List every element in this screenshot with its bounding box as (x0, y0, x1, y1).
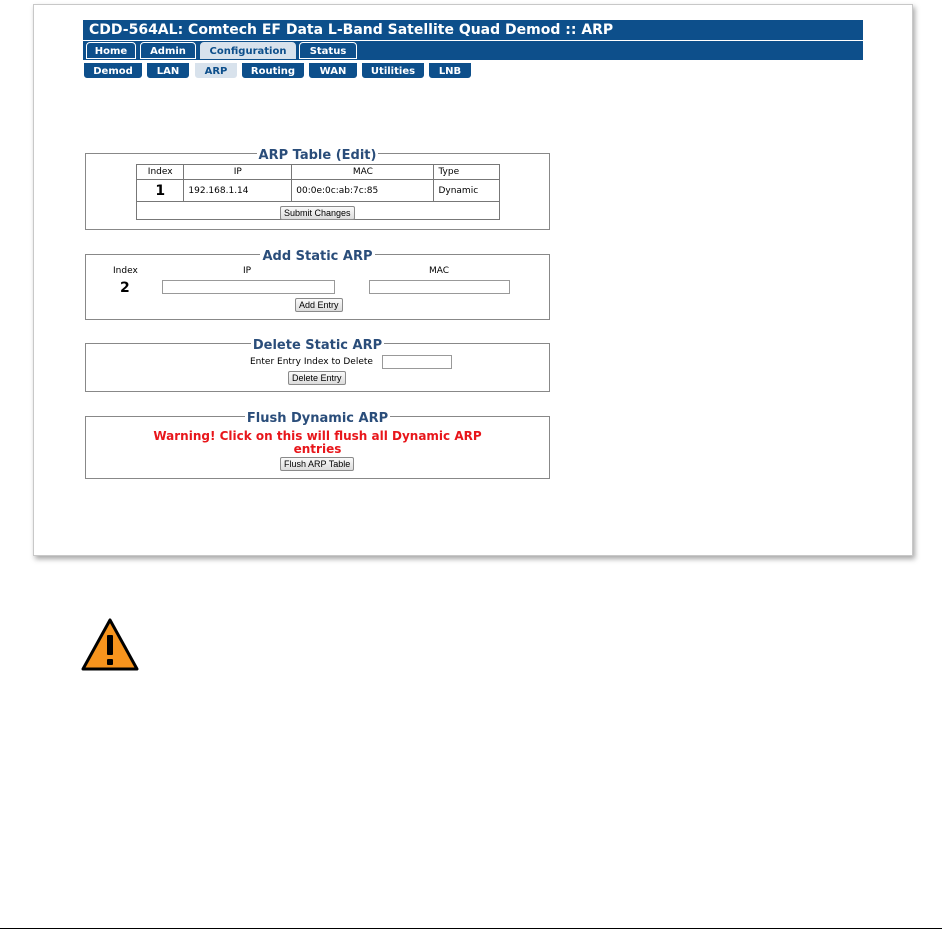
add-entry-button[interactable]: Add Entry (295, 298, 343, 312)
flush-dynamic-arp-legend: Flush Dynamic ARP (246, 411, 389, 426)
submit-changes-button[interactable]: Submit Changes (280, 206, 355, 220)
arp-table-legend: ARP Table (Edit) (258, 148, 377, 163)
tab-status[interactable]: Status (299, 42, 357, 59)
row-mac: 00:0e:0c:ab:7c:85 (292, 180, 434, 202)
col-ip-header: IP (184, 165, 292, 180)
tab-lnb[interactable]: LNB (428, 62, 472, 79)
flush-warning-line2: entries (293, 442, 342, 456)
tab-lan[interactable]: LAN (146, 62, 190, 79)
col-mac-header: MAC (292, 165, 434, 180)
next-index-value: 2 (120, 280, 130, 296)
tab-demod[interactable]: Demod (83, 62, 143, 79)
tab-configuration[interactable]: Configuration (200, 42, 296, 59)
tab-wan[interactable]: WAN (308, 62, 358, 79)
page-title: CDD-564AL: Comtech EF Data L-Band Satellite Quad Demod :: ARP (83, 20, 863, 40)
delete-entry-button[interactable]: Delete Entry (288, 371, 346, 385)
mac-label: MAC (429, 266, 450, 276)
col-index-header: Index (137, 165, 184, 180)
delete-index-input[interactable] (382, 355, 452, 369)
index-label: Index (113, 266, 138, 276)
arp-table-header-row (137, 165, 500, 180)
page-divider (0, 928, 942, 929)
delete-static-arp-legend: Delete Static ARP (252, 338, 383, 353)
row-index: 1 (137, 180, 184, 202)
ip-input[interactable] (162, 280, 335, 294)
row-type: Dynamic (434, 180, 500, 202)
warning-triangle-icon (80, 617, 140, 673)
mac-input[interactable] (369, 280, 510, 294)
table-row (137, 180, 500, 202)
tab-utilities[interactable]: Utilities (361, 62, 425, 79)
ip-label: IP (243, 266, 252, 276)
col-type-header: Type (434, 165, 500, 180)
tab-arp[interactable]: ARP (194, 62, 238, 79)
tab-routing[interactable]: Routing (241, 62, 305, 79)
delete-index-prompt: Enter Entry Index to Delete (250, 357, 373, 367)
flush-warning-line1: Warning! Click on this will flush all Dynamic ARP (153, 429, 482, 443)
row-ip: 192.168.1.14 (184, 180, 292, 202)
add-static-arp-legend: Add Static ARP (262, 249, 373, 264)
tab-home[interactable]: Home (86, 42, 136, 59)
tab-admin[interactable]: Admin (140, 42, 196, 59)
flush-arp-table-button[interactable]: Flush ARP Table (280, 457, 354, 471)
